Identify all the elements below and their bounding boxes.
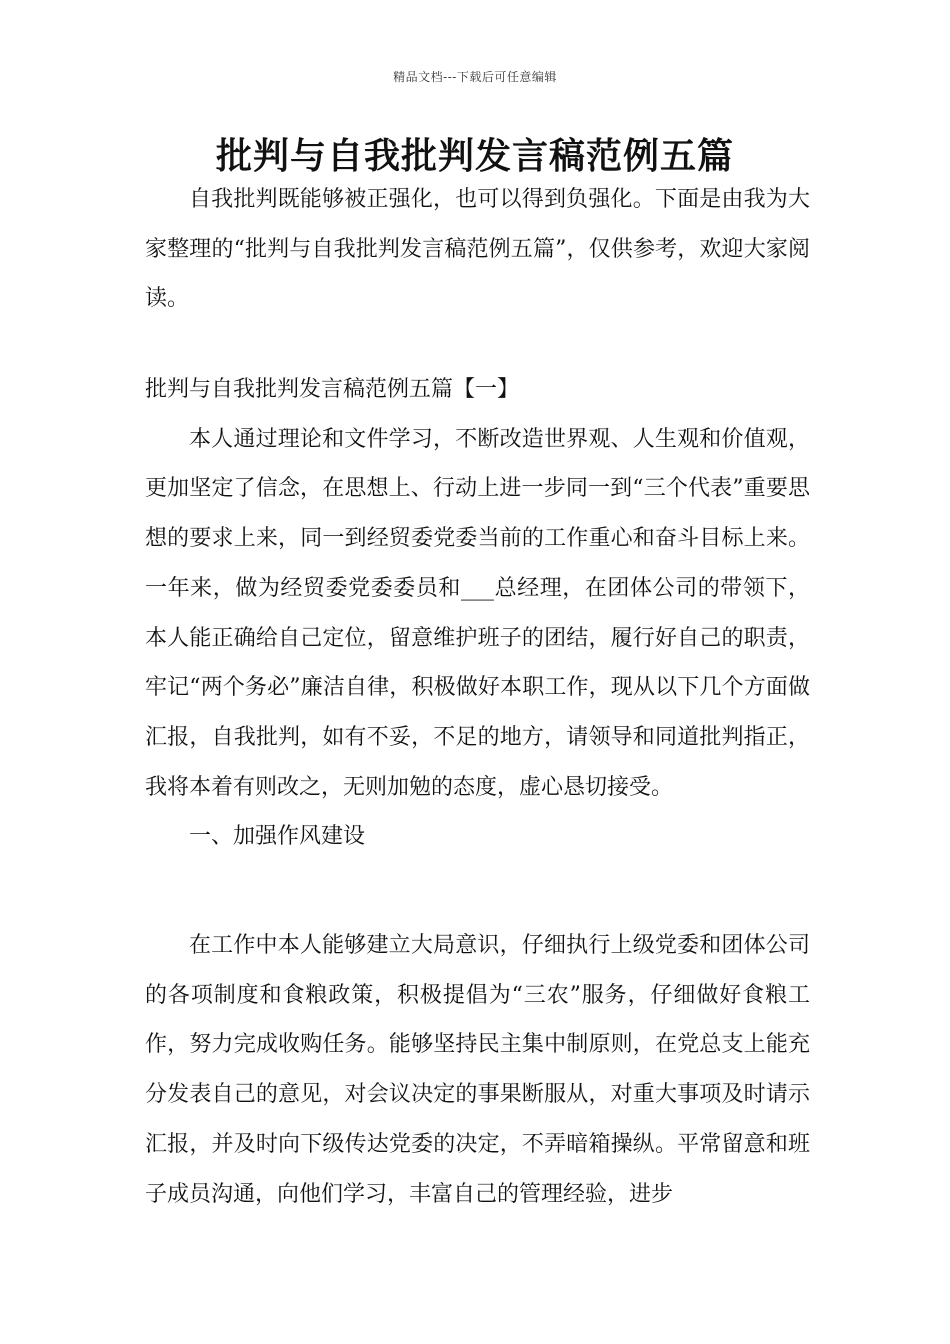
document-title: 批判与自我批判发言稿范例五篇 (215, 136, 734, 177)
intro-paragraph: 自我批判既能够被正强化，也可以得到负强化。下面是由我为大家整理的“批判与自我批判发言稿范例五篇”，仅供参考，欢迎大家阅读。 (145, 187, 810, 312)
section-one-block (145, 365, 810, 862)
body-paragraph-1: 本人通过理论和文件学习，不断改造世界观、人生观和价值观，更加坚定了信念，在思想上、行动上进一步同一到“三个代表”重要思想的要求上来，同一到经贸委党委当前的工作重心和奋斗目标上来。一年来，做为经贸委党委委员和___总经理，在团体公司的带领下，本人能正确给自己定位，留意维护班子的团结，履行好自己的职责，牢记“两个务必”廉洁自律，积极做好本职工作，现从以下几个方面做汇报，自我批判，如有不妥，不足的地方，请领导和同道批判指正，我将本着有则改之，无则加勉的态度，虚心恳切接受。 (145, 426, 810, 800)
section-heading: 批判与自我批判发言稿范例五篇【一】 (145, 377, 520, 402)
header-note: 精品文档---下载后可任意编辑 (393, 70, 557, 84)
section-one-continued (145, 921, 810, 1219)
body-paragraph-2: 在工作中本人能够建立大局意识，仔细执行上级党委和团体公司的各项制度和食粮政策，积极提倡为“三农”服务，仔细做好食粮工作，努力完成收购任务。能够坚持民主集中制原则，在党总支上能充分发表自己的意见，对会议决定的事果断服从，对重大事项及时请示汇报，并及时向下级传达党委的决定，不弄暗箱操纵。平常留意和班子成员沟通，向他们学习，丰富自己的管理经验，进步 (145, 933, 810, 1207)
subheading-1: 一、加强作风建设 (189, 824, 366, 850)
intro-block (145, 175, 810, 324)
